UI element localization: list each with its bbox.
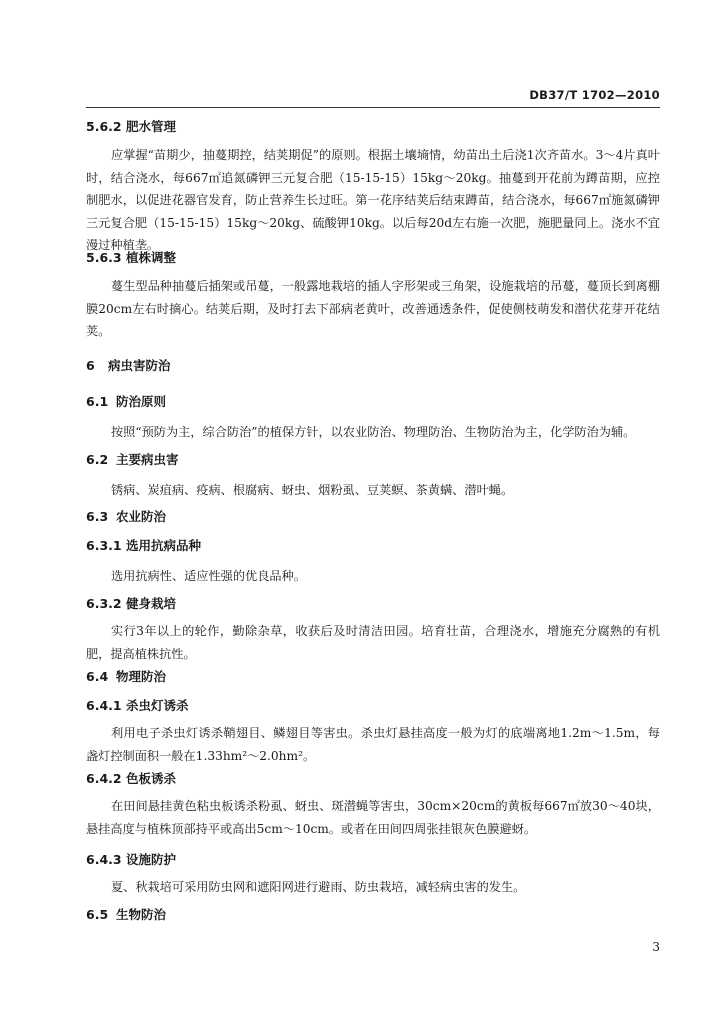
section-number: 6.4.3 (86, 852, 122, 867)
section-title: 主要病虫害 (116, 452, 179, 467)
section-heading (86, 249, 660, 267)
section-6-4-3 (86, 851, 660, 899)
section-number: 6 (86, 358, 95, 373)
section-body: 利用电子杀虫灯诱杀鞘翅目、鳞翅目等害虫。杀虫灯悬挂高度一般为灯的底端离地1.2m～1.5m，每盏灯控制面积一般在1.33hm²～2.0hm²。 (86, 726, 660, 763)
standard-code: DB37/T 1702—2010 (529, 88, 660, 102)
section-6-3-2 (86, 595, 660, 665)
section-body: 夏、秋栽培可采用防虫网和遮阳网进行避雨、防虫栽培，减轻病虫害的发生。 (111, 880, 526, 894)
section-body: 选用抗病性、适应性强的优良品种。 (111, 569, 306, 583)
section-number: 5.6.2 (86, 119, 122, 134)
section-number: 6.3.1 (86, 538, 122, 553)
section-number: 6.4.2 (86, 771, 122, 786)
section-heading (86, 697, 660, 715)
section-body: 按照“预防为主，综合防治”的植保方针，以农业防治、物理防治、生物防治为主，化学防治为辅。 (111, 425, 636, 439)
section-heading (86, 393, 660, 411)
section-number: 6.4 (86, 669, 109, 684)
section-number: 5.6.3 (86, 250, 122, 265)
section-heading (86, 118, 660, 136)
section-title: 杀虫灯诱杀 (126, 698, 189, 713)
section-number: 6.4.1 (86, 698, 122, 713)
section-6-4-2 (86, 770, 660, 840)
section-title: 植株调整 (126, 250, 177, 265)
section-heading (86, 357, 660, 375)
section-6-4 (86, 668, 660, 686)
section-5-6-2 (86, 118, 660, 257)
section-6-4-1 (86, 697, 660, 767)
section-body: 应掌握“苗期少，抽蔓期控，结荚期促”的原则。根据土壤墒情，幼苗出土后浇1次齐苗水。3～4片真叶时，结合浇水，每667㎡追氮磷钾三元复合肥（15-15-15）15kg～20kg。抽蔓到开花前为蹲苗期，应控制肥水，以促进花器官发育，防止营养生长过旺。第一花序结荚后结束蹲苗，结合浇水，每667㎡施氮磷钾三元复合肥（15-15-15）15kg～20kg、硫酸钾10kg。以后每20d左右施一次肥，施肥量同上。浇水不宜漫过种植垄。 (86, 148, 660, 252)
section-title: 物理防治 (116, 669, 167, 684)
section-body: 在田间悬挂黄色粘虫板诱杀粉虱、蚜虫、斑潜蝇等害虫，30cm×20cm的黄板每667㎡放30～40块，悬挂高度与植株顶部持平或高出5cm～10cm。或者在田间四周张挂银灰色膜避蚜。 (86, 799, 660, 836)
section-number: 6.1 (86, 394, 109, 409)
section-6-3-1 (86, 537, 660, 588)
section-title: 健身栽培 (126, 596, 177, 611)
section-5-6-3 (86, 249, 660, 343)
section-heading (86, 906, 660, 924)
section-title: 选用抗病品种 (126, 538, 202, 553)
section-title: 防治原则 (116, 394, 167, 409)
section-6-1 (86, 393, 660, 444)
section-6-5 (86, 906, 660, 924)
section-6-3 (86, 508, 660, 526)
section-6-2 (86, 451, 660, 502)
section-number: 6.3 (86, 509, 109, 524)
page-number: 3 (652, 940, 660, 954)
section-number: 6.3.2 (86, 596, 122, 611)
section-heading (86, 537, 660, 555)
section-heading (86, 770, 660, 788)
section-title: 肥水管理 (126, 119, 177, 134)
section-body: 锈病、炭疽病、疫病、根腐病、蚜虫、烟粉虱、豆荚螟、茶黄螨、潜叶蝇。 (111, 483, 514, 497)
section-heading (86, 508, 660, 526)
section-title: 设施防护 (126, 852, 177, 867)
section-heading (86, 451, 660, 469)
section-title: 色板诱杀 (126, 771, 177, 786)
section-title: 农业防治 (116, 509, 167, 524)
section-heading (86, 595, 660, 613)
section-number: 6.2 (86, 452, 109, 467)
header-divider (86, 107, 660, 108)
section-title: 病虫害防治 (108, 358, 171, 373)
section-body: 实行3年以上的轮作，勤除杂草，收获后及时清洁田园。培育壮苗，合理浇水，增施充分腐熟的有机肥，提高植株抗性。 (86, 624, 660, 661)
section-number: 6.5 (86, 907, 109, 922)
section-heading (86, 851, 660, 869)
section-6 (86, 357, 660, 375)
section-title: 生物防治 (116, 907, 167, 922)
section-body: 蔓生型品种抽蔓后插架或吊蔓，一般露地栽培的插人字形架或三角架，设施栽培的吊蔓，蔓顶长到离棚膜20cm左右时摘心。结荚后期，及时打去下部病老黄叶，改善通透条件，促使侧枝萌发和潜伏花芽开花结荚。 (86, 279, 660, 338)
section-heading (86, 668, 660, 686)
